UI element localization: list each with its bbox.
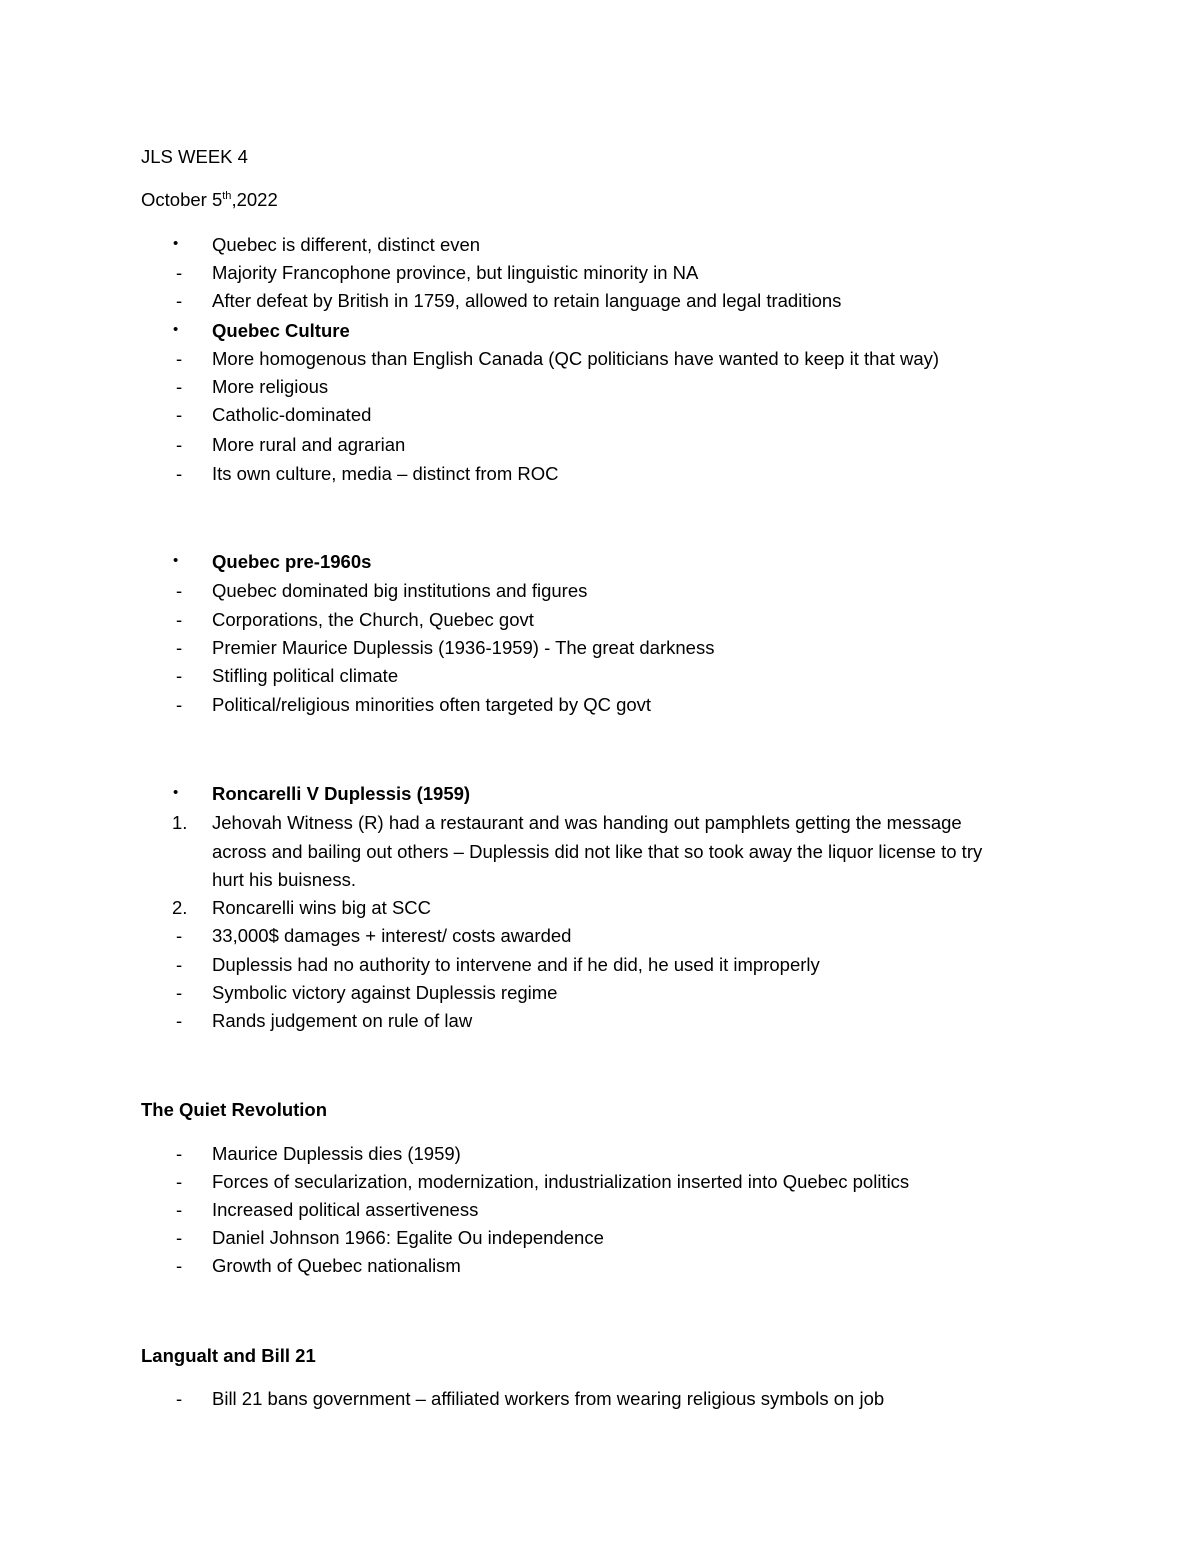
numbered-item-text: Roncarelli wins big at SCC (212, 897, 432, 918)
dash-marker: - (176, 376, 183, 397)
list-item-text: More religious (212, 376, 329, 397)
numbered-item-text: hurt his buisness. (212, 869, 356, 890)
list-item-text: Catholic-dominated (212, 404, 372, 425)
dash-marker: - (176, 580, 183, 601)
numbered-item-text: Jehovah Witness (R) had a restaurant and was handing out pamphlets getting the message (212, 812, 962, 833)
list-item-text: Duplessis had no authority to intervene and if he did, he used it improperly (212, 954, 820, 975)
list-item-text: Its own culture, media – distinct from ROC (212, 463, 559, 484)
section2-title: Quebec Culture (212, 320, 350, 341)
list-item-text: Daniel Johnson 1966: Egalite Ou independence (212, 1227, 604, 1248)
list-item-text: Increased political assertiveness (212, 1199, 479, 1220)
dash-marker: - (176, 694, 183, 715)
doc-date: October 5th,2022 (141, 189, 278, 210)
dash-marker: - (176, 1255, 183, 1276)
list-item-text: Rands judgement on rule of law (212, 1010, 473, 1031)
dash-marker: - (176, 262, 183, 283)
dash-marker: - (176, 954, 183, 975)
dash-marker: - (176, 609, 183, 630)
section5-title: The Quiet Revolution (141, 1099, 328, 1120)
dash-marker: - (176, 1010, 183, 1031)
dash-marker: - (176, 290, 183, 311)
list-item-text: Majority Francophone province, but linguistic minority in NA (212, 262, 699, 283)
dash-marker: - (176, 404, 183, 425)
list-item-text: More homogenous than English Canada (QC politicians have wanted to keep it that way) (212, 348, 940, 369)
list-item-text: Bill 21 bans government – affiliated workers from wearing religious symbols on job (212, 1388, 885, 1409)
list-item-text: After defeat by British in 1759, allowed to retain language and legal traditions (212, 290, 842, 311)
list-item-text: Corporations, the Church, Quebec govt (212, 609, 534, 630)
bullet-marker: • (173, 321, 179, 338)
section3-title: Quebec pre-1960s (212, 551, 372, 572)
list-item-text: Premier Maurice Duplessis (1936-1959) - The great darkness (212, 637, 715, 658)
bullet-marker: • (173, 552, 179, 569)
dash-marker: - (176, 637, 183, 658)
dash-marker: - (176, 1171, 183, 1192)
list-item-text: 33,000$ damages + interest/ costs awarded (212, 925, 572, 946)
list-item-text: Quebec dominated big institutions and figures (212, 580, 588, 601)
list-item-text: More rural and agrarian (212, 434, 406, 455)
list-item-text: Political/religious minorities often targeted by QC govt (212, 694, 652, 715)
bullet-marker: • (173, 235, 179, 252)
section4-title: Roncarelli V Duplessis (1959) (212, 783, 471, 804)
list-item-text: Stifling political climate (212, 665, 399, 686)
bullet-marker: • (173, 784, 179, 801)
dash-marker: - (176, 1143, 183, 1164)
numbered-item-text: across and bailing out others – Duplessis did not like that so took away the liquor license to try (212, 841, 983, 862)
number-marker: 2. (172, 897, 188, 918)
dash-marker: - (176, 463, 183, 484)
list-item-text: Growth of Quebec nationalism (212, 1255, 461, 1276)
section6-title: Langualt and Bill 21 (141, 1345, 316, 1366)
list-item-text: Forces of secularization, modernization, industrialization inserted into Quebec politics (212, 1171, 910, 1192)
dash-marker: - (176, 925, 183, 946)
doc-title: JLS WEEK 4 (141, 146, 248, 167)
dash-marker: - (176, 665, 183, 686)
dash-marker: - (176, 1227, 183, 1248)
list-item-text: Maurice Duplessis dies (1959) (212, 1143, 461, 1164)
dash-marker: - (176, 1388, 183, 1409)
number-marker: 1. (172, 812, 188, 833)
dash-marker: - (176, 1199, 183, 1220)
section1-title: Quebec is different, distinct even (212, 234, 481, 255)
list-item-text: Symbolic victory against Duplessis regime (212, 982, 558, 1003)
dash-marker: - (176, 982, 183, 1003)
dash-marker: - (176, 434, 183, 455)
dash-marker: - (176, 348, 183, 369)
